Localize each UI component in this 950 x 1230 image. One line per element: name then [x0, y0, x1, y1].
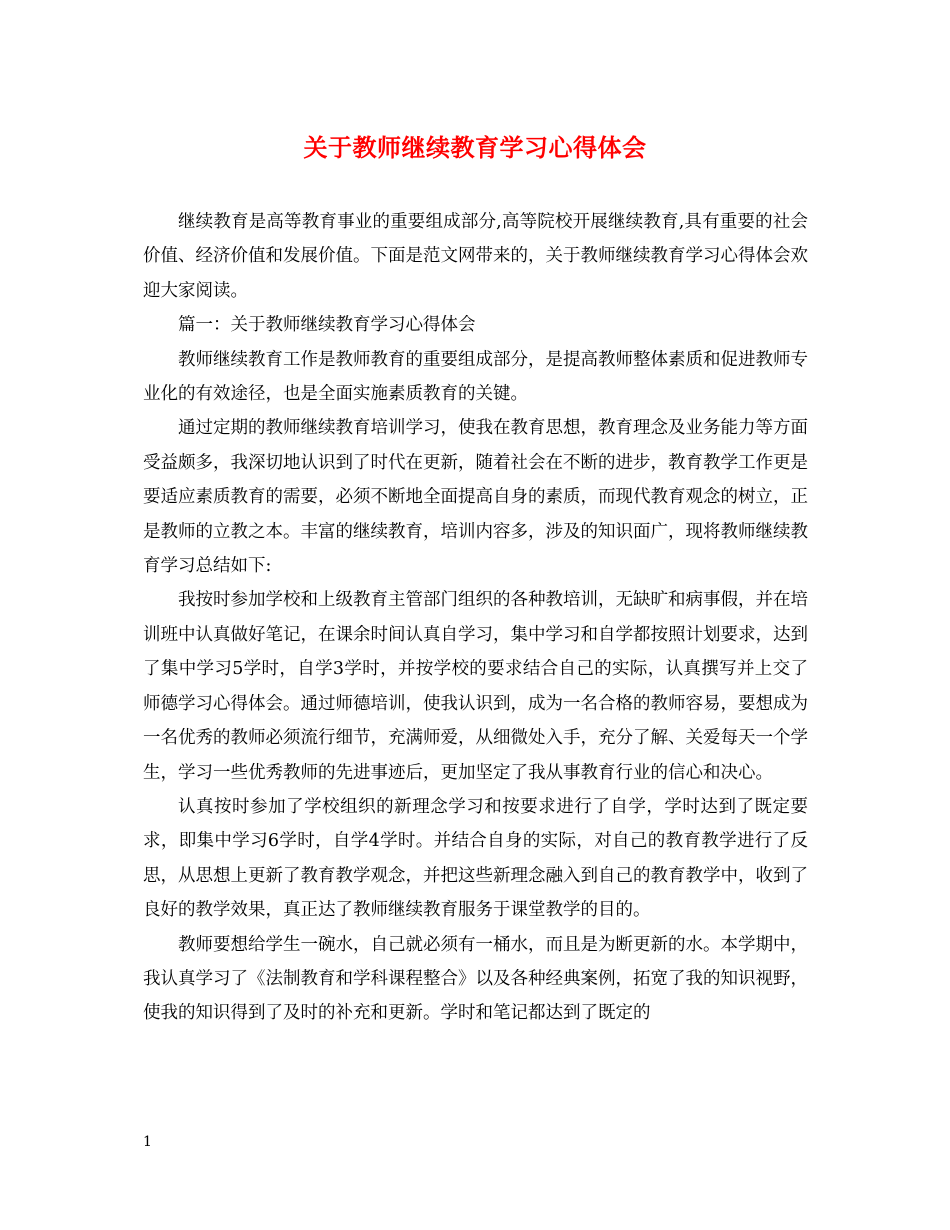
paragraph: 我按时参加学校和上级教育主管部门组织的各种教培训，无缺旷和病事假，并在培训班中认真做好笔记，在课余时间认真自学习，集中学习和自学都按照计划要求，达到了集中学习5学时，自学3学时，并按学校的要求结合自己的实际，认真撰写并上交了师德学习心得体会。通过师德培训，使我认识到，成为一名合格的教师容易，要想成为一名优秀的教师必须流行细节，充满师爱，从细微处入手，充分了解、关爱每天一个学生，学习一些优秀教师的先进事迹后，更加坚定了我从事教育行业的信心和决心。: [143, 590, 808, 783]
paragraph: 教师继续教育工作是教师教育的重要组成部分，是提高教师整体素质和促进教师专业化的有效途径，也是全面实施素质教育的关键。: [143, 349, 808, 405]
paragraph-intro: 继续教育是高等教育事业的重要组成部分,高等院校开展继续教育,具有重要的社会价值、经济价值和发展价值。下面是范文网带来的，关于教师继续教育学习心得体会欢迎大家阅读。: [143, 212, 808, 301]
page-number: 1: [143, 1134, 152, 1150]
document-title: 关于教师继续教育学习心得体会: [303, 133, 647, 162]
paragraph-section-heading: 篇一：关于教师继续教育学习心得体会: [178, 315, 476, 336]
paragraph: 教师要想给学生一碗水，自己就必须有一桶水，而且是为断更新的水。本学期中，我认真学习了《法制教育和学科课程整合》以及各种经典案例，拓宽了我的知识视野，使我的知识得到了及时的补充和更新。学时和笔记都达到了既定的: [143, 934, 808, 1024]
document-body: [143, 205, 808, 1031]
paragraph: 通过定期的教师继续教育培训学习，使我在教育思想，教育理念及业务能力等方面受益颇多，我深切地认识到了时代在更新，随着社会在不断的进步，教育教学工作更是要适应素质教育的需要，必须不断地全面提高自身的素质，而现代教育观念的树立，正是教师的立教之本。丰富的继续教育，培训内容多，涉及的知识面广，现将教师继续教育学习总结如下:: [143, 418, 808, 577]
paragraph: 认真按时参加了学校组织的新理念学习和按要求进行了自学，学时达到了既定要求，即集中学习6学时，自学4学时。并结合自身的实际，对自己的教育教学进行了反思，从思想上更新了教育教学观念，并把这些新理念融入到自己的教育教学中，收到了良好的教学效果，真正达了教师继续教育服务于课堂教学的目的。: [143, 796, 808, 921]
